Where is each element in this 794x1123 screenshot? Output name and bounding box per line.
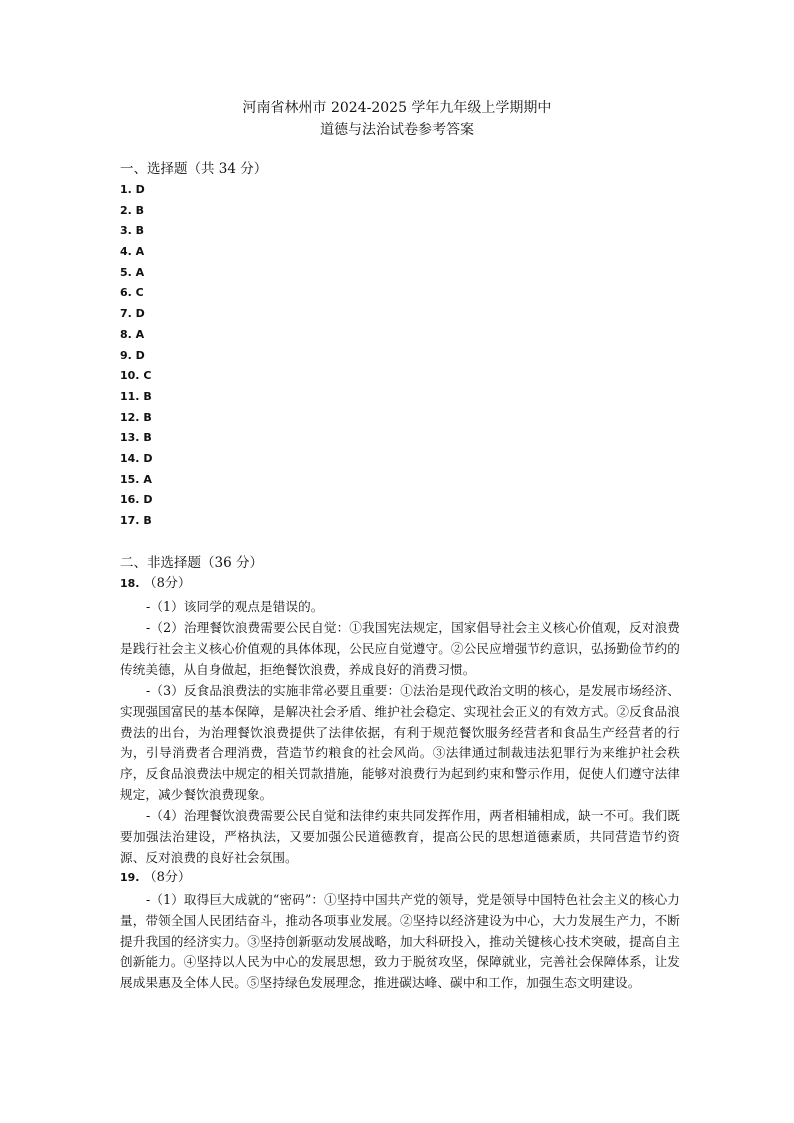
answer-item: 1. D — [120, 183, 145, 196]
answer-item: 12. B — [120, 410, 152, 424]
answer-item: 3. B — [120, 224, 145, 238]
q18-part-1: -（1）该同学的观点是错误的。 — [146, 599, 324, 614]
question-score: （8分） — [143, 576, 191, 591]
q18-part-4: -（4）治理餐饮浪费需要公民自觉和法律约束共同发挥作用，两者相辅相成，缺一不可。我们既要加强法治建设，严格执法，又要加强公民道德教育，提高公民的思想道德素质，共同营造节约资源、反对浪费的良好社会氛围。 — [120, 808, 680, 865]
answer-item: 4. A — [120, 245, 145, 259]
section-multiple-choice-heading: 一、选择题（共 34 分） — [120, 161, 268, 177]
q19-part-1: -（1）取得巨大成就的“密码”：①坚持中国共产党的领导，党是领导中国特色社会主义的核心力量，带领全国人民团结奋斗，推动各项事业发展。②坚持以经济建设为中心，大力发展生产力，不断提升我国的经济实力。③坚持创新驱动发展战略，加大科研投入，推动关键核心技术突破，提高自主创新能力。④坚持以人民为中心的发展思想，致力于脱贫攻坚，保障就业，完善社会保障体系，让发展成果惠及全体人民。⑤坚持绿色发展理念，推进碳达峰、碳中和工作，加强生态文明建设。 — [120, 892, 680, 991]
question-18-heading — [120, 574, 191, 594]
answer-item: 17. B — [120, 514, 152, 527]
answer-item: 9. D — [120, 348, 145, 362]
answer-item: 11. B — [120, 389, 152, 403]
question-score: （8分） — [143, 870, 191, 885]
document-subtitle: 道德与法治试卷参考答案 — [320, 122, 474, 138]
answer-item: 14. D — [120, 451, 153, 465]
q18-part-3: -（3）反食品浪费法的实施非常必要且重要：①法治是现代政治文明的核心，是发展市场经济、实现强国富民的基本保障，是解决社会矛盾、维护社会稳定、实现社会正义的有效方式。②反食品浪费法的出台，为治理餐饮浪费提供了法律依据，有利于规范餐饮服务经营者和食品生产经营者的行为，引导消费者合理消费，营造节约粮食的社会风尚。③法律通过制裁违法犯罪行为来维护社会秩序，反食品浪费法中规定的相关罚款措施，能够对浪费行为起到约束和警示作用，促使人们遵守法律规定，减少餐饮浪费现象。 — [120, 683, 680, 802]
answer-item: 10. C — [120, 369, 152, 383]
answer-item: 13. B — [120, 431, 152, 445]
answer-item: 15. A — [120, 472, 152, 486]
q18-part-2: -（2）治理餐饮浪费需要公民自觉：①我国宪法规定，国家倡导社会主义核心价值观，反对浪费是践行社会主义核心价值观的具体体现，公民应自觉遵守。②公民应增强节约意识，弘扬勤俭节约的传统美德，从自身做起，拒绝餐饮浪费，养成良好的消费习惯。 — [120, 620, 680, 677]
question-19-heading — [120, 868, 191, 888]
answer-item: 2. B — [120, 203, 145, 217]
answer-item: 16. D — [120, 493, 153, 507]
section-non-choice-heading: 二、非选择题（36 分） — [120, 555, 263, 571]
answer-item: 6. C — [120, 286, 144, 300]
answer-item: 5. A — [120, 265, 145, 279]
question-number: 19. — [120, 871, 140, 884]
answer-item: 7. D — [120, 307, 145, 321]
document-title: 河南省林州市 2024-2025 学年九年级上学期期中 — [242, 100, 552, 116]
answer-list — [120, 180, 152, 532]
answer-item: 8. A — [120, 327, 145, 341]
question-number: 18. — [120, 577, 140, 590]
